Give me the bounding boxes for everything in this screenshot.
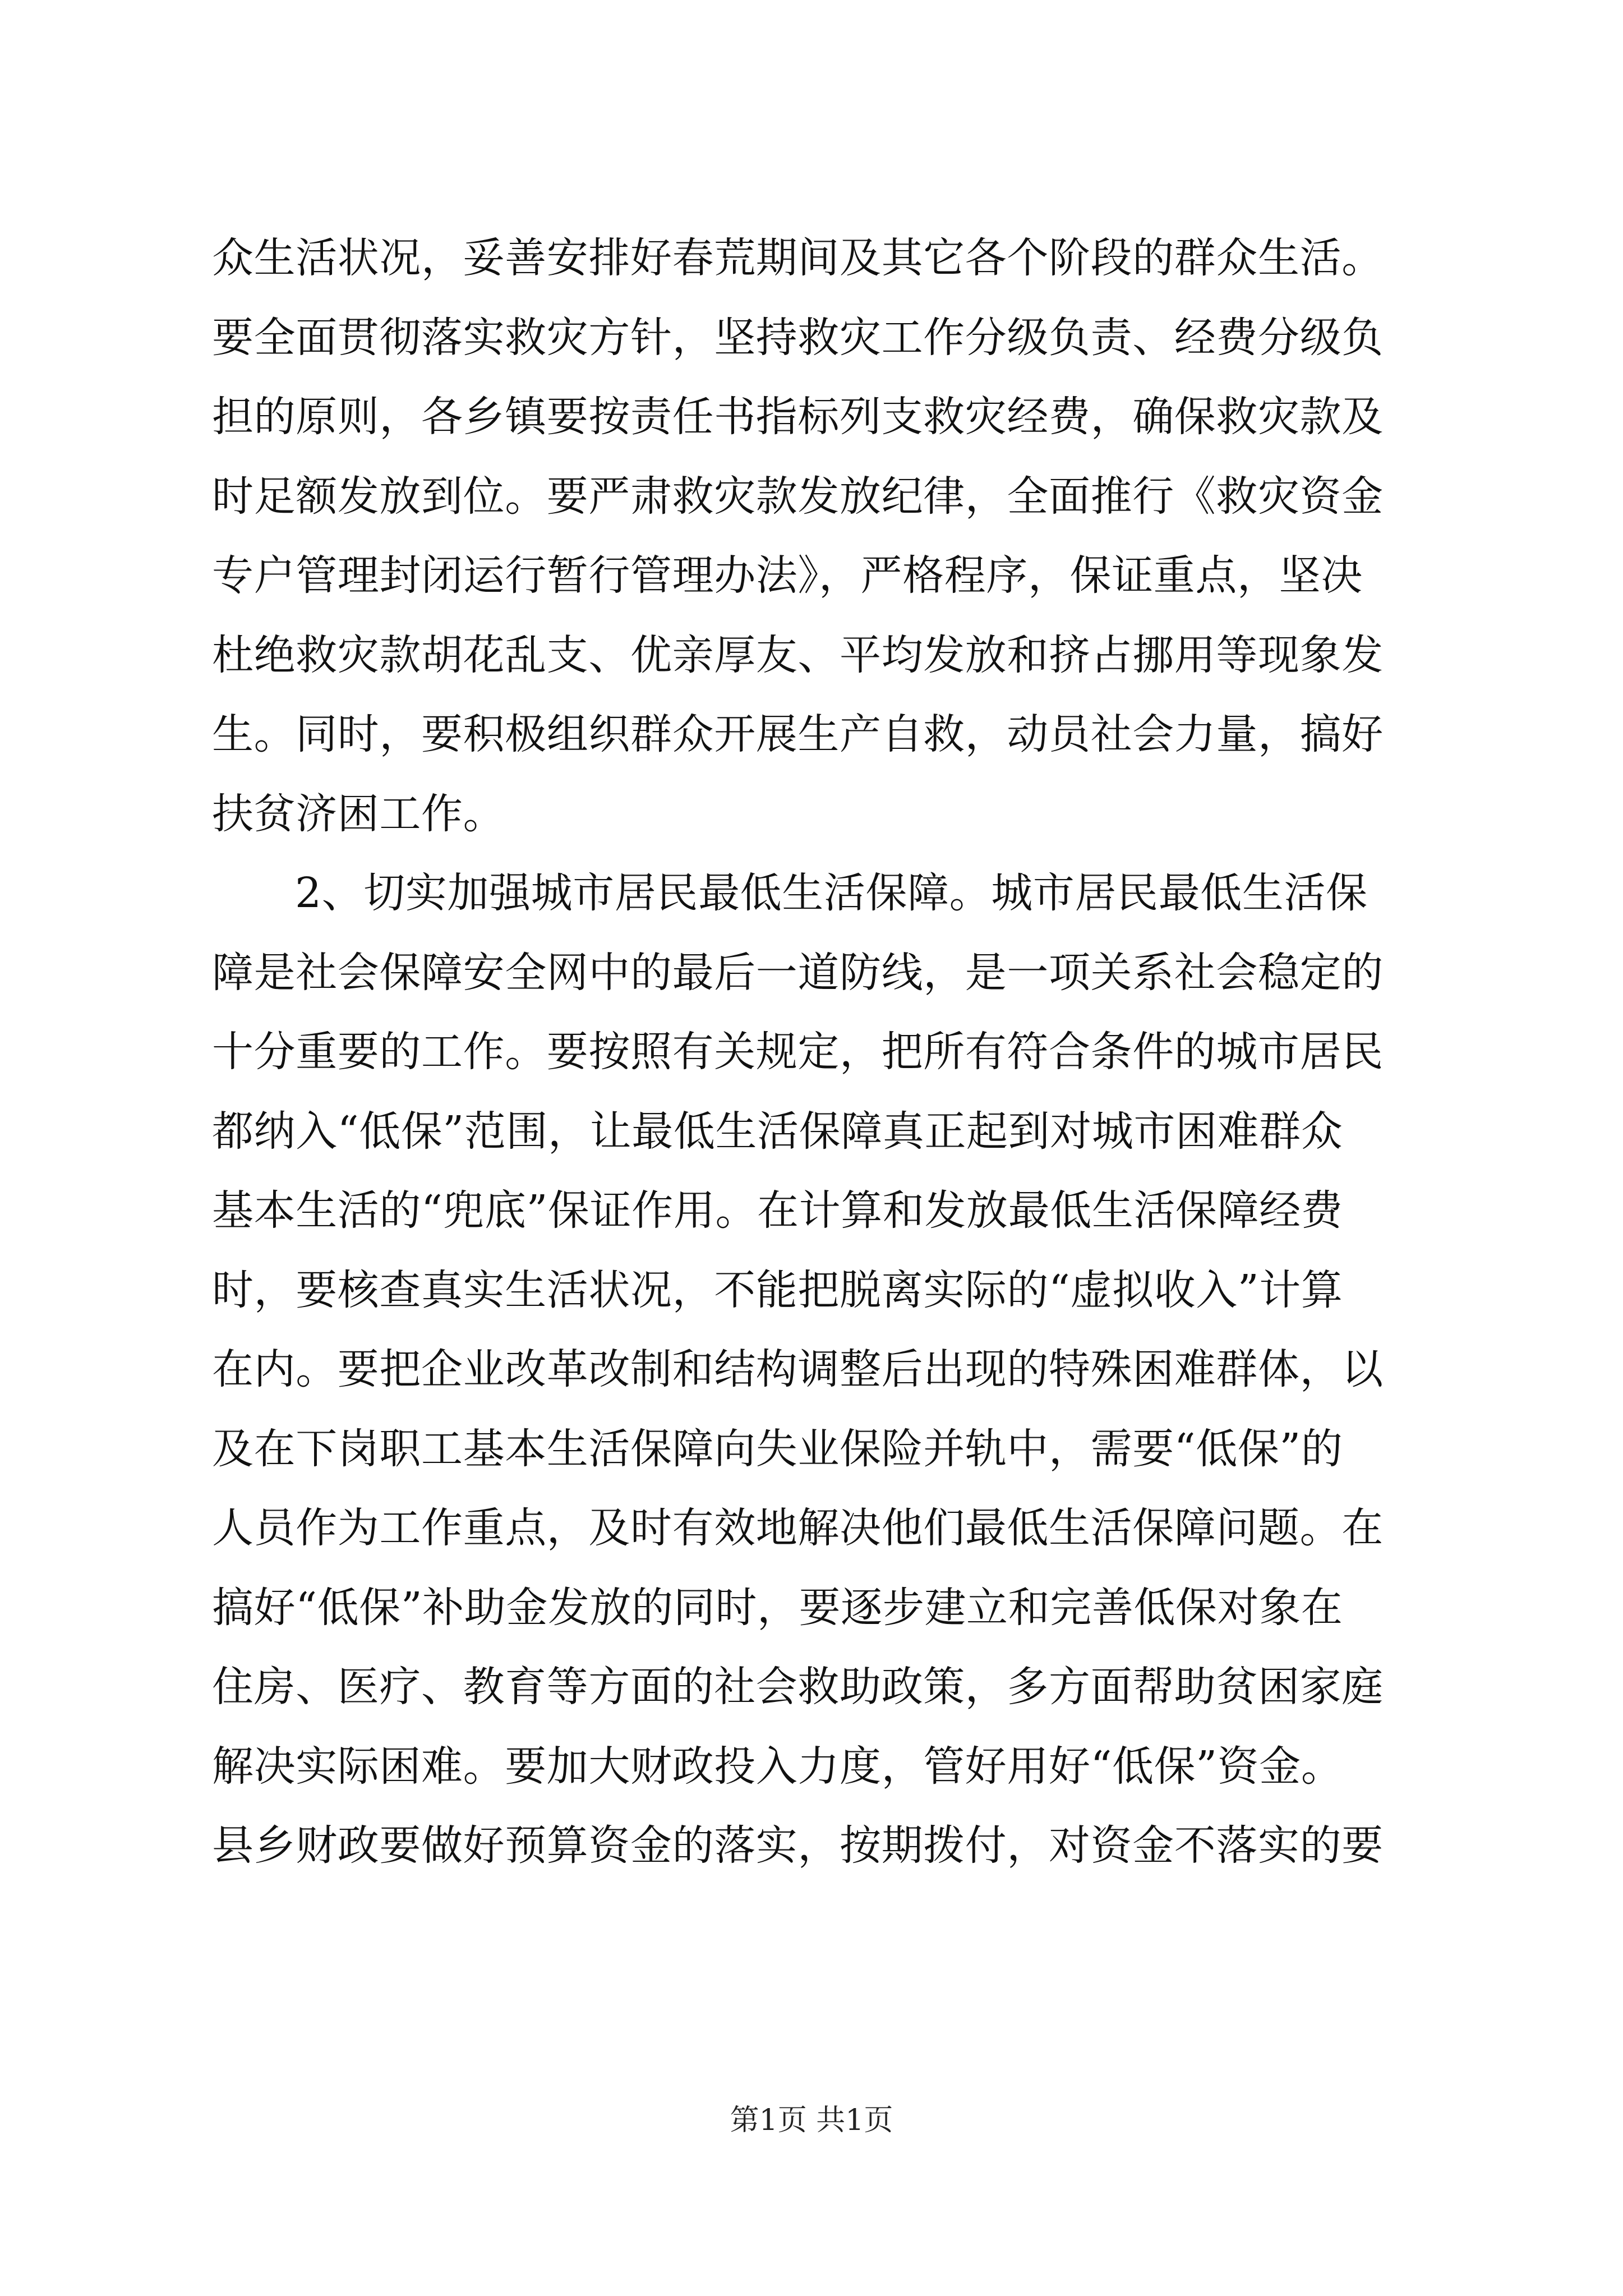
text-line: 时足额发放到位。要严肃救灾款发放纪律，全面推行《救灾资金 [212, 472, 1384, 521]
text-line: 专户管理封闭运行暂行管理办法》，严格程序，保证重点，坚决 [212, 551, 1363, 600]
page-footer: 第1页 共1页 [730, 2104, 893, 2137]
text-line: 要全面贯彻落实救灾方针，坚持救灾工作分级负责、经费分级负 [212, 313, 1384, 362]
body-text [212, 219, 1423, 1886]
text-line: 担的原则，各乡镇要按责任书指标列支救灾经费，确保救灾款及 [212, 393, 1384, 441]
text-line: 住房、医疗、教育等方面的社会救助政策，多方面帮助贫困家庭 [212, 1663, 1384, 1711]
text-line: 障是社会保障安全网中的最后一道防线，是一项关系社会稳定的 [212, 948, 1384, 997]
paragraph-start-line: 2、切实加强城市居民最低生活保障。城市居民最低生活保 [295, 869, 1368, 917]
text-line: 在内。要把企业改革改制和结构调整后出现的特殊困难群体，以 [212, 1345, 1384, 1393]
text-line: 十分重要的工作。要按照有关规定，把所有符合条件的城市居民 [212, 1028, 1384, 1076]
text-line: 搞好“低保”补助金发放的同时，要逐步建立和完善低保对象在 [212, 1583, 1343, 1632]
text-line: 众生活状况，妥善安排好春荒期间及其它各个阶段的群众生活。 [212, 234, 1384, 282]
text-line: 时，要核查真实生活状况，不能把脱离实际的“虚拟收入”计算 [212, 1266, 1343, 1314]
text-line: 生。同时，要积极组织群众开展生产自救，动员社会力量，搞好 [212, 710, 1384, 758]
text-line: 都纳入“低保”范围，让最低生活保障真正起到对城市困难群众 [212, 1107, 1343, 1156]
text-line: 基本生活的“兜底”保证作用。在计算和发放最低生活保障经费 [212, 1186, 1343, 1235]
text-line: 扶贫济困工作。 [212, 789, 505, 838]
text-line: 及在下岗职工基本生活保障向失业保险并轨中，需要“低保”的 [212, 1424, 1343, 1473]
text-line: 县乡财政要做好预算资金的落实，按期拨付，对资金不落实的要 [212, 1821, 1384, 1870]
text-line: 人员作为工作重点，及时有效地解决他们最低生活保障问题。在 [212, 1504, 1384, 1552]
text-line: 杜绝救灾款胡花乱支、优亲厚友、平均发放和挤占挪用等现象发 [212, 631, 1384, 679]
text-line: 解决实际困难。要加大财政投入力度，管好用好“低保”资金。 [212, 1742, 1343, 1791]
